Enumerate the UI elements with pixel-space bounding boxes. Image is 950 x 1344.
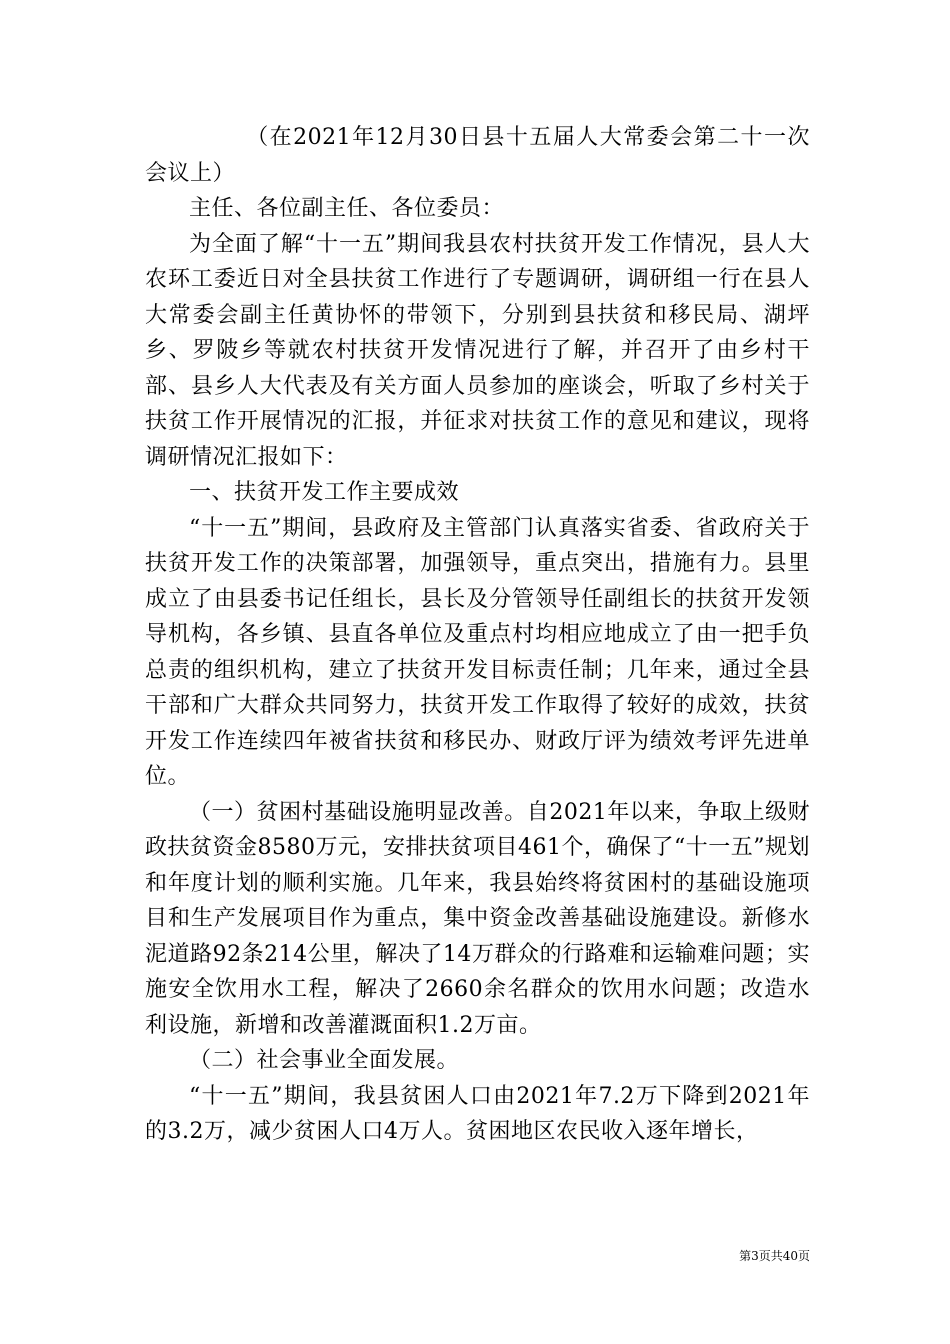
meeting-note: （在2021年12月30日县十五届人大常委会第二十一次会议上） — [145, 125, 810, 186]
paragraph-infrastructure: （一）贫困村基础设施明显改善。自2021年以来，争取上级财政扶贫资金8580万元，安排扶贫项目461个，确保了“十一五”规划和年度计划的顺利实施。几年来，我县始终将贫困村的基础设施项目和生产发展项目作为重点，集中资金改善基础设施建设。新修水泥道路92条214公里，解决了14万群众的行路难和运输难问题；实施安全饮用水工程，解决了2660余名群众的饮用水问题；改造水利设施，新增和改善灌溉面积1.2万亩。 — [145, 799, 810, 1038]
section-heading: 一、扶贫开发工作主要成效 — [189, 480, 460, 505]
salutation: 主任、各位副主任、各位委员： — [189, 196, 505, 221]
document-body — [145, 120, 810, 1150]
page-footer — [0, 1248, 950, 1264]
page-number: 第3页共40页 — [739, 1249, 810, 1263]
subsection-heading: （二）社会事业全面发展。 — [189, 1048, 460, 1073]
paragraph-intro: 为全面了解“十一五”期间我县农村扶贫开发工作情况，县人大农环工委近日对全县扶贫工作进行了专题调研，调研组一行在县人大常委会副主任黄协怀的带领下，分别到县扶贫和移民局、湖坪乡、罗陂乡等就农村扶贫开发情况进行了解，并召开了由乡村干部、县乡人大代表及有关方面人员参加的座谈会，听取了乡村关于扶贫工作开展情况的汇报，并征求对扶贫工作的意见和建议，现将调研情况汇报如下： — [145, 231, 810, 470]
paragraph-poverty: “十一五”期间，我县贫困人口由2021年7.2万下降到2021年的3.2万，减少贫困人口4万人。贫困地区农民收入逐年增长， — [145, 1083, 810, 1144]
paragraph-overview: “十一五”期间，县政府及主管部门认真落实省委、省政府关于扶贫开发工作的决策部署，加强领导，重点突出，措施有力。县里成立了由县委书记任组长，县长及分管领导任副组长的扶贫开发领导机构，各乡镇、县直各单位及重点村均相应地成立了由一把手负总责的组织机构，建立了扶贫开发目标责任制；几年来，通过全县干部和广大群众共同努力，扶贫开发工作取得了较好的成效，扶贫开发工作连续四年被省扶贫和移民办、财政厅评为绩效考评先进单位。 — [145, 515, 810, 789]
